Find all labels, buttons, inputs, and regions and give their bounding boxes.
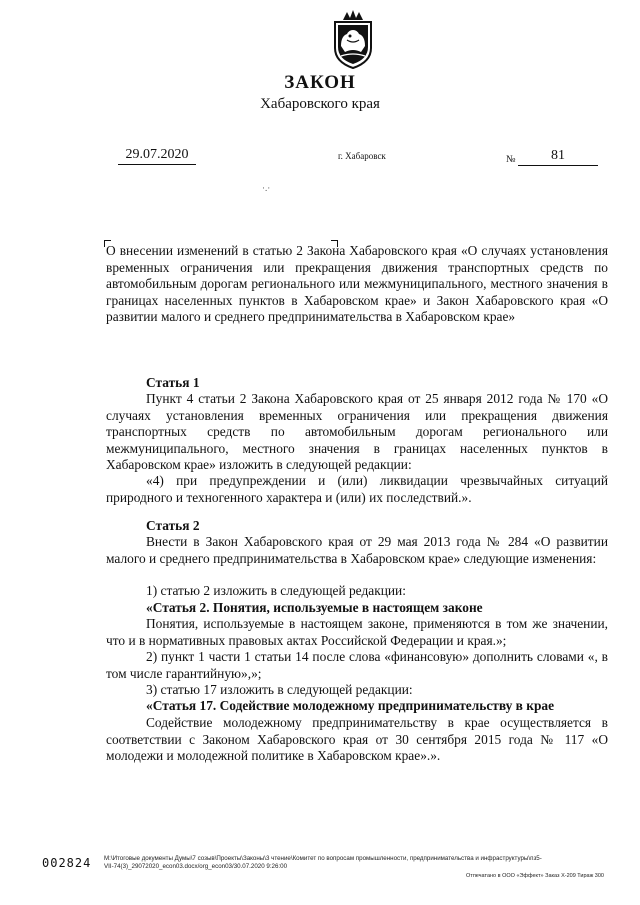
file-path-line-1: M:\Итоговые документы Думы\7 созыв\Проекты\Законы\3 чтение\Комитет по вопросам промышленности, предпринимательства и инфраструктуры\пз5-	[104, 855, 542, 862]
article-2-item-1-heading: «Статья 2. Понятия, используемые в настоящем законе	[146, 600, 483, 615]
law-number-label: №	[506, 154, 516, 165]
printer-note: Отпечатано в ООО «Эффект» Заказ Х-209 Тираж 300	[466, 873, 604, 879]
law-subtitle: Хабаровского края	[260, 96, 380, 112]
article-2-item-3-text: Содействие молодежному предпринимательству в крае осуществляется в соответствии с Законом Хабаровского края от 30 сентября 2015 года № 117 «О молодежи и молодежной политике в Хабаровском крае».».	[106, 715, 608, 763]
article-2-heading: Статья 2	[146, 518, 200, 533]
article-2-item-1: 1) статью 2 изложить в следующей редакции:	[146, 583, 406, 598]
document-file-path	[104, 855, 634, 871]
article-2-item-3-heading: «Статья 17. Содействие молодежному предпринимательству в крае	[146, 698, 555, 713]
file-path-line-2: VII-74(3)_29072020_econ03.docx/org_econ03/30.07.2020 9:26:00	[104, 863, 288, 870]
article-1-new-item: «4) при предупреждении и (или) ликвидации чрезвычайных ситуаций природного и техногенного характера и (или) их последствий.».	[106, 473, 608, 505]
law-city: г. Хабаровск	[338, 151, 386, 161]
article-2-item-2: 2) пункт 1 части 1 статьи 14 после слова «финансовую» дополнить словами «, в том числе гарантийную»,»;	[106, 649, 608, 681]
article-2-item-1-text: Понятия, используемые в настоящем законе, применяются в том же значении, что и в нормативных правовых актах Российской Федерации и края.»;	[106, 616, 608, 648]
article-2-paragraph: Внести в Закон Хабаровского края от 29 мая 2013 года № 284 «О развитии малого и среднего предпринимательства в Хабаровском крае» следующие изменения:	[106, 534, 608, 566]
preamble: О внесении изменений в статью 2 Закона Хабаровского края «О случаях установления временных ограничения или прекращения движения транспортных средств по автомобильным дорогам регионального или межмуниципального, местного значения в границах населенных пунктов в Хабаровском крае» и Закон Хабаровского края «О развитии малого и среднего предпринимательства в Хабаровском крае»	[106, 243, 608, 324]
law-date: 29.07.2020	[118, 147, 196, 165]
article-1-heading: Статья 1	[146, 375, 200, 390]
law-number: 81	[518, 148, 598, 166]
article-1-paragraph: Пункт 4 статьи 2 Закона Хабаровского края от 25 января 2012 года № 170 «О случаях установления временных ограничения или прекращения движения транспортных средств по автомобильным дорогам регионального или межмуниципального, местного значения в границах населенных пунктов в Хабаровском крае» изложить в следующей редакции:	[106, 391, 608, 472]
document-registration-number: 002824	[42, 856, 92, 870]
coat-of-arms-emblem	[329, 8, 377, 70]
law-title: ЗАКОН	[284, 72, 356, 93]
article-2-item-3: 3) статью 17 изложить в следующей редакции:	[146, 682, 413, 697]
scan-speck: ·.·	[262, 183, 271, 193]
